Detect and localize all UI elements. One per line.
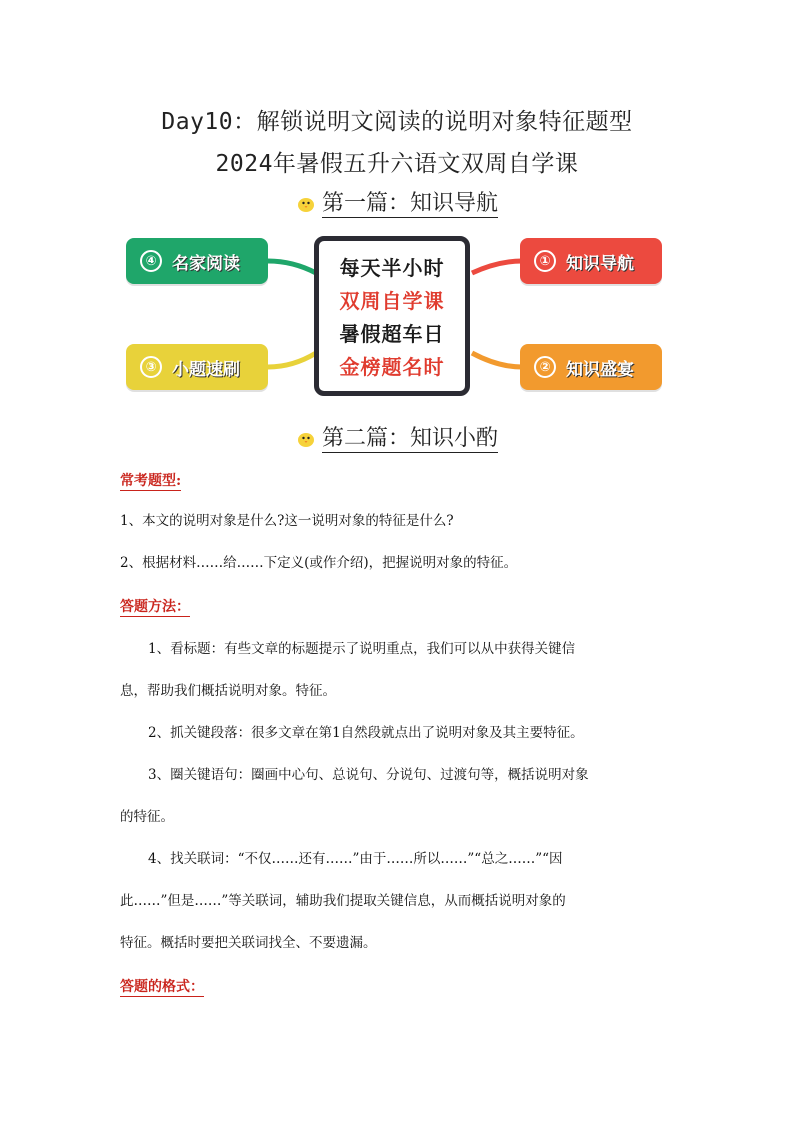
page-subtitle: 2024年暑假五升六语文双周自学课 [215, 151, 579, 177]
answer-format-label: 答题的格式： [120, 979, 204, 995]
question-1: 1、本文的说明对象是什么?这一说明对象的特征是什么? [120, 513, 454, 529]
mind-map-item-famous-reading [126, 238, 268, 284]
mind-map-item-knowledge-navigation [520, 238, 662, 284]
item-label: 知识盛宴 [566, 359, 634, 380]
item-label: 知识导航 [566, 253, 634, 274]
answer-method-label: 答题方法： [120, 599, 190, 615]
item-label: 名家阅读 [172, 253, 240, 274]
item-number: ④ [140, 250, 162, 272]
section-heading-text: 第二篇：知识小酌 [321, 426, 498, 451]
page-title: Day10：解锁说明文阅读的说明对象特征题型 [161, 109, 633, 135]
chick-icon [296, 429, 316, 454]
item-number: ① [534, 250, 556, 272]
mind-map-center [314, 236, 470, 396]
center-slogan-4: 金榜题名时 [339, 355, 445, 379]
method-1-line-2: 息，帮助我们概括说明对象。特征。 [120, 683, 336, 699]
center-slogan-2: 双周自学课 [339, 289, 445, 313]
item-number: ② [534, 356, 556, 378]
item-label: 小题速刷 [172, 359, 240, 380]
method-4-line-2: 此……”但是……”等关联词，辅助我们提取关键信息，从而概括说明对象的 [120, 893, 566, 909]
method-4-line-1: 4、找关联词：“不仅……还有……”由于……所以……”“总之……”“因 [148, 851, 563, 867]
mind-map-item-knowledge-feast [520, 344, 662, 390]
method-4-line-3: 特征。概括时要把关联词找全、不要遗漏。 [120, 935, 377, 951]
center-slogan-1: 每天半小时 [339, 256, 445, 280]
method-3-line-2: 的特征。 [120, 809, 174, 825]
section-heading-navigation [0, 186, 794, 219]
mind-map-item-quick-practice [126, 344, 268, 390]
chick-icon [296, 194, 316, 219]
section-heading-text: 第一篇：知识导航 [321, 191, 498, 216]
question-2: 2、根据材料……给……下定义(或作介绍)，把握说明对象的特征。 [120, 555, 518, 571]
item-number: ③ [140, 356, 162, 378]
common-question-types-label: 常考题型: [120, 473, 182, 489]
mind-map [118, 228, 678, 408]
center-slogan-3: 暑假超车日 [339, 322, 445, 346]
method-1-line-1: 1、看标题：有些文章的标题提示了说明重点，我们可以从中获得关键信 [148, 641, 576, 657]
method-2: 2、抓关键段落：很多文章在第1自然段就点出了说明对象及其主要特征。 [148, 725, 584, 741]
method-3-line-1: 3、圈关键语句：圈画中心句、总说句、分说句、过渡句等，概括说明对象 [148, 767, 589, 783]
section-heading-knowledge [0, 421, 794, 454]
